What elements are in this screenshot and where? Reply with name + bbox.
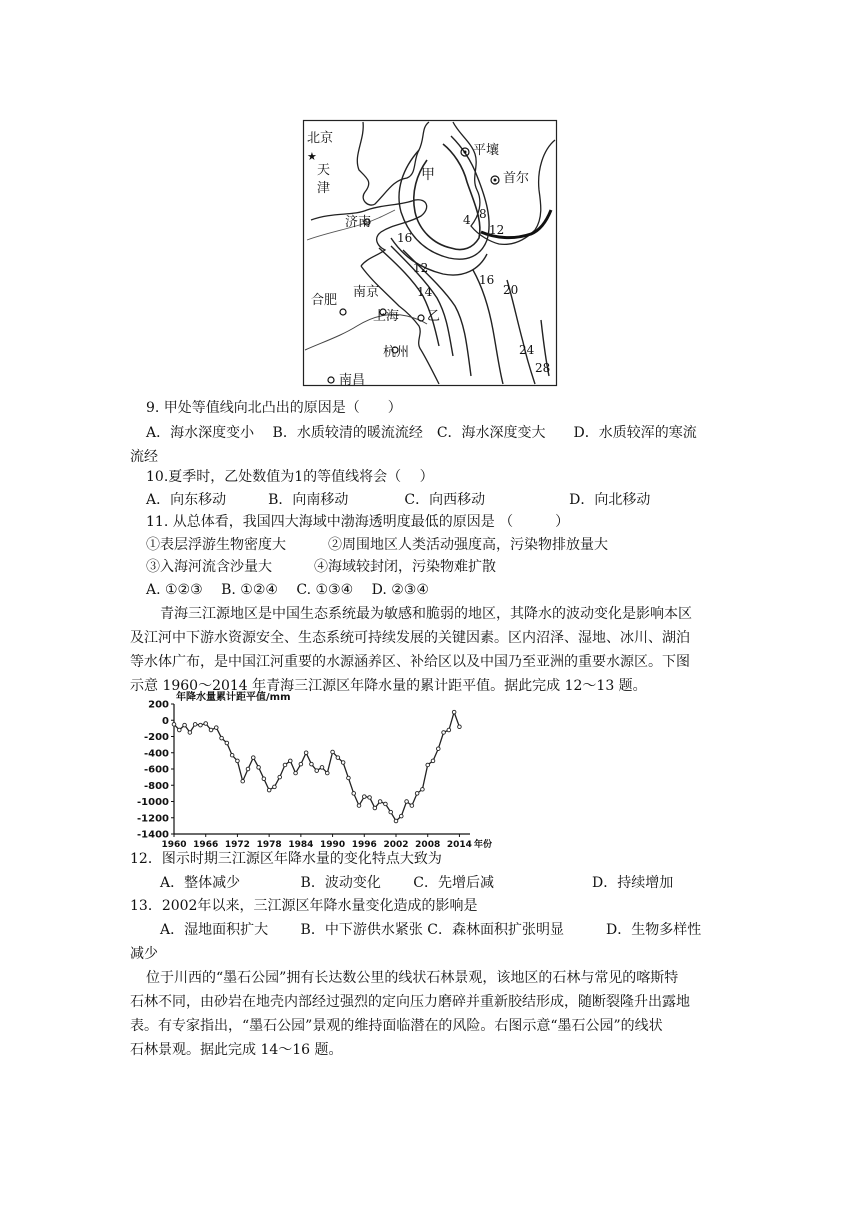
map-label-yi: 乙 <box>427 309 441 324</box>
chart-point <box>262 777 266 781</box>
chart-y-tick-label: -1400 <box>137 829 169 841</box>
chart-x-tick-label: 1972 <box>224 840 250 850</box>
chart-point <box>405 800 409 804</box>
question-11-options: A. ①②③ B. ①②④ C. ①③④ D. ②③④ <box>146 582 429 598</box>
map-label-nanjing: 南京 <box>353 285 380 300</box>
chart-point <box>172 723 176 727</box>
passage-sanjiangyuan-line-3: 等水体广布，是中国江河重要的水源涵养区、补给区以及中国乃至亚洲的重要水源区。下图 <box>130 654 690 670</box>
map-label-shanghai: 上海 <box>373 309 400 324</box>
chart-x-tick-label: 1984 <box>288 840 314 850</box>
chart-y-ticks <box>137 700 174 841</box>
chart-point <box>378 800 382 804</box>
passage-sanjiangyuan-line-4: 示意 1960～2014 年青海三江源区年降水量的累计距平值。据此完成 12～13 题。 <box>130 678 647 694</box>
chart-point <box>357 804 361 808</box>
chart-point <box>410 804 414 808</box>
question-12-stem: 12．图示时期三江源区年降水量的变化特点大致为 <box>130 851 442 867</box>
map-label-nanchang: 南昌 <box>339 373 366 388</box>
map-label-pyongyang: 平壤 <box>473 143 500 158</box>
chart-x-tick-label: 1960 <box>161 840 187 850</box>
chart-point <box>347 776 351 780</box>
chart-point <box>315 769 319 773</box>
question-9-stem: 9. 甲处等值线向北凸出的原因是（ ） <box>146 400 402 416</box>
question-11-stem: 11. 从总体看，我国四大海域中渤海透明度最低的原因是 （ ） <box>146 514 570 530</box>
question-12-options: A．整体减少 B．波动变化 C．先增后减 D．持续增加 <box>160 875 674 891</box>
chart-point <box>415 792 419 796</box>
chart-point <box>373 806 377 810</box>
chart-y-tick-label: 0 <box>162 715 169 727</box>
question-11-items-line-1: ①表层浮游生物密度大 ②周围地区人类活动强度高，污染物排放量大 <box>146 537 608 553</box>
isoline-value-12b: 12 <box>413 261 429 275</box>
chart-point <box>336 756 340 760</box>
chart-y-tick-label: -200 <box>143 732 169 743</box>
chart-x-tick-label: 1996 <box>351 840 377 850</box>
chart-point <box>246 767 250 771</box>
chart-x-tick-label: 1990 <box>320 840 346 850</box>
chart-point <box>188 731 192 735</box>
map-label-tianjin-2: 津 <box>317 181 331 196</box>
chart-point <box>452 710 456 714</box>
chart-point <box>251 756 255 760</box>
isoline-value-24: 24 <box>519 343 535 357</box>
chart-point <box>320 766 324 770</box>
passage-moshi-line-1: 位于川西的“墨石公园”拥有长达数公里的线状石林景观，该地区的石林与常见的喀斯特 <box>146 970 679 986</box>
chart-points <box>172 710 461 822</box>
chart-y-tick-label: -1000 <box>137 797 169 808</box>
chart-point <box>362 795 366 799</box>
map-label-beijing: 北京 <box>307 131 334 146</box>
chart-point <box>431 759 435 763</box>
question-11-items-line-2: ③入海河流含沙量大 ④海域较封闭，污染物难扩散 <box>146 559 496 575</box>
chart-point <box>442 731 446 735</box>
chart-x-tick-label: 2008 <box>415 840 441 850</box>
chart-x-ticks <box>161 834 492 850</box>
chart-x-tick-label: 2002 <box>383 840 409 850</box>
chart-point <box>257 766 261 770</box>
chart-point <box>341 761 345 765</box>
question-10-options: A．向东移动 B．向南移动 C．向西移动 D．向北移动 <box>146 492 651 508</box>
chart-point <box>447 728 451 732</box>
chart-x-axis-label: 年份 <box>474 840 493 850</box>
chart-point <box>278 775 282 779</box>
isoline-value-16a: 16 <box>397 231 413 245</box>
chart-x-tick-label: 1978 <box>256 840 282 850</box>
svg-text:★: ★ <box>307 150 317 163</box>
question-13-options: A．湿地面积扩大 B．中下游供水紧张 C．森林面积扩张明显 D．生物多样性 <box>160 922 702 938</box>
chart-y-tick-label: -1200 <box>137 813 169 825</box>
chart-point <box>421 788 425 792</box>
chart-point <box>273 785 277 789</box>
chart-y-tick-label: 200 <box>148 699 169 711</box>
chart-point <box>214 726 218 730</box>
chart-point <box>331 750 335 754</box>
isoline-value-8: 8 <box>479 207 487 221</box>
chart-x-tick-label: 2014 <box>446 840 472 850</box>
chart-point <box>241 779 245 783</box>
map-label-jia: 甲 <box>421 167 435 183</box>
chart-point <box>325 771 329 775</box>
map-label-hangzhou: 杭州 <box>383 345 410 360</box>
precipitation-anomaly-chart <box>130 688 493 852</box>
passage-moshi-line-4: 石林景观。据此完成 14～16 题。 <box>130 1042 343 1058</box>
chart-point <box>458 725 462 729</box>
chart-point <box>225 741 229 745</box>
chart-point <box>236 759 240 763</box>
chart-point <box>399 814 403 818</box>
chart-point <box>204 722 208 726</box>
chart-point <box>394 819 398 823</box>
map-label-tianjin-1: 天 <box>317 163 331 178</box>
chart-point <box>384 802 388 806</box>
question-13-options-continued: 减少 <box>130 946 158 962</box>
chart-point <box>426 763 430 767</box>
map-label-seoul: 首尔 <box>503 171 530 186</box>
chart-point <box>220 736 224 740</box>
isoline-value-14: 14 <box>417 285 433 299</box>
chart-point <box>283 763 287 767</box>
chart-point <box>436 747 440 751</box>
map-label-hefei: 合肥 <box>311 293 338 308</box>
chart-y-tick-label: -800 <box>143 780 169 792</box>
chart-point <box>209 728 213 732</box>
chart-y-tick-label: -400 <box>143 748 169 760</box>
chart-point <box>299 762 303 766</box>
question-9-options-continued: 流经 <box>130 449 158 465</box>
chart-point <box>294 771 298 775</box>
passage-sanjiangyuan-line-2: 及江河中下游水资源安全、生态系统可持续发展的关键因素。区内沼泽、湿地、冰川、湖泊 <box>130 630 690 646</box>
isoline-value-20: 20 <box>503 283 519 297</box>
chart-y-tick-label: -600 <box>143 764 169 776</box>
isoline-value-28: 28 <box>535 361 551 375</box>
question-10-stem: 10.夏季时，乙处数值为1的等值线将会（ ） <box>146 469 434 485</box>
chart-point <box>193 723 197 727</box>
question-13-stem: 13．2002年以来，三江源区年降水量变化造成的影响是 <box>130 898 478 914</box>
chart-point <box>352 792 356 796</box>
chart-point <box>389 810 393 814</box>
isoline-value-4: 4 <box>463 213 471 227</box>
chart-title: 年降水量累计距平值/mm <box>176 692 291 703</box>
passage-moshi-line-2: 石林不同，由砂岩在地壳内部经过强烈的定向压力磨碎并重新胶结形成，随断裂隆升出露地 <box>130 994 690 1010</box>
isoline-value-16b: 16 <box>479 273 495 287</box>
passage-moshi-line-3: 表。有专家指出，“墨石公园”景观的维持面临潜在的风险。右图示意“墨石公园”的线状 <box>130 1018 663 1034</box>
map-label-jinan: 济南 <box>345 215 372 230</box>
question-9-options: A．海水深度变小 B．水质较清的暖流流经 C．海水深度变大 D．水质较浑的寒流 <box>146 425 697 441</box>
chart-point <box>310 762 314 766</box>
chart-point <box>267 788 271 792</box>
chart-point <box>183 723 187 727</box>
chart-point <box>368 796 372 800</box>
isoline-value-12a: 12 <box>489 223 505 237</box>
chart-point <box>288 759 292 763</box>
chart-x-tick-label: 1966 <box>193 840 219 850</box>
chart-point <box>199 723 203 727</box>
chart-point <box>230 753 234 757</box>
passage-sanjiangyuan-line-1: 青海三江源地区是中国生态系统最为敏感和脆弱的地区，其降水的波动变化是影响本区 <box>160 606 692 622</box>
chart-point <box>177 728 181 732</box>
chart-point <box>304 751 308 755</box>
